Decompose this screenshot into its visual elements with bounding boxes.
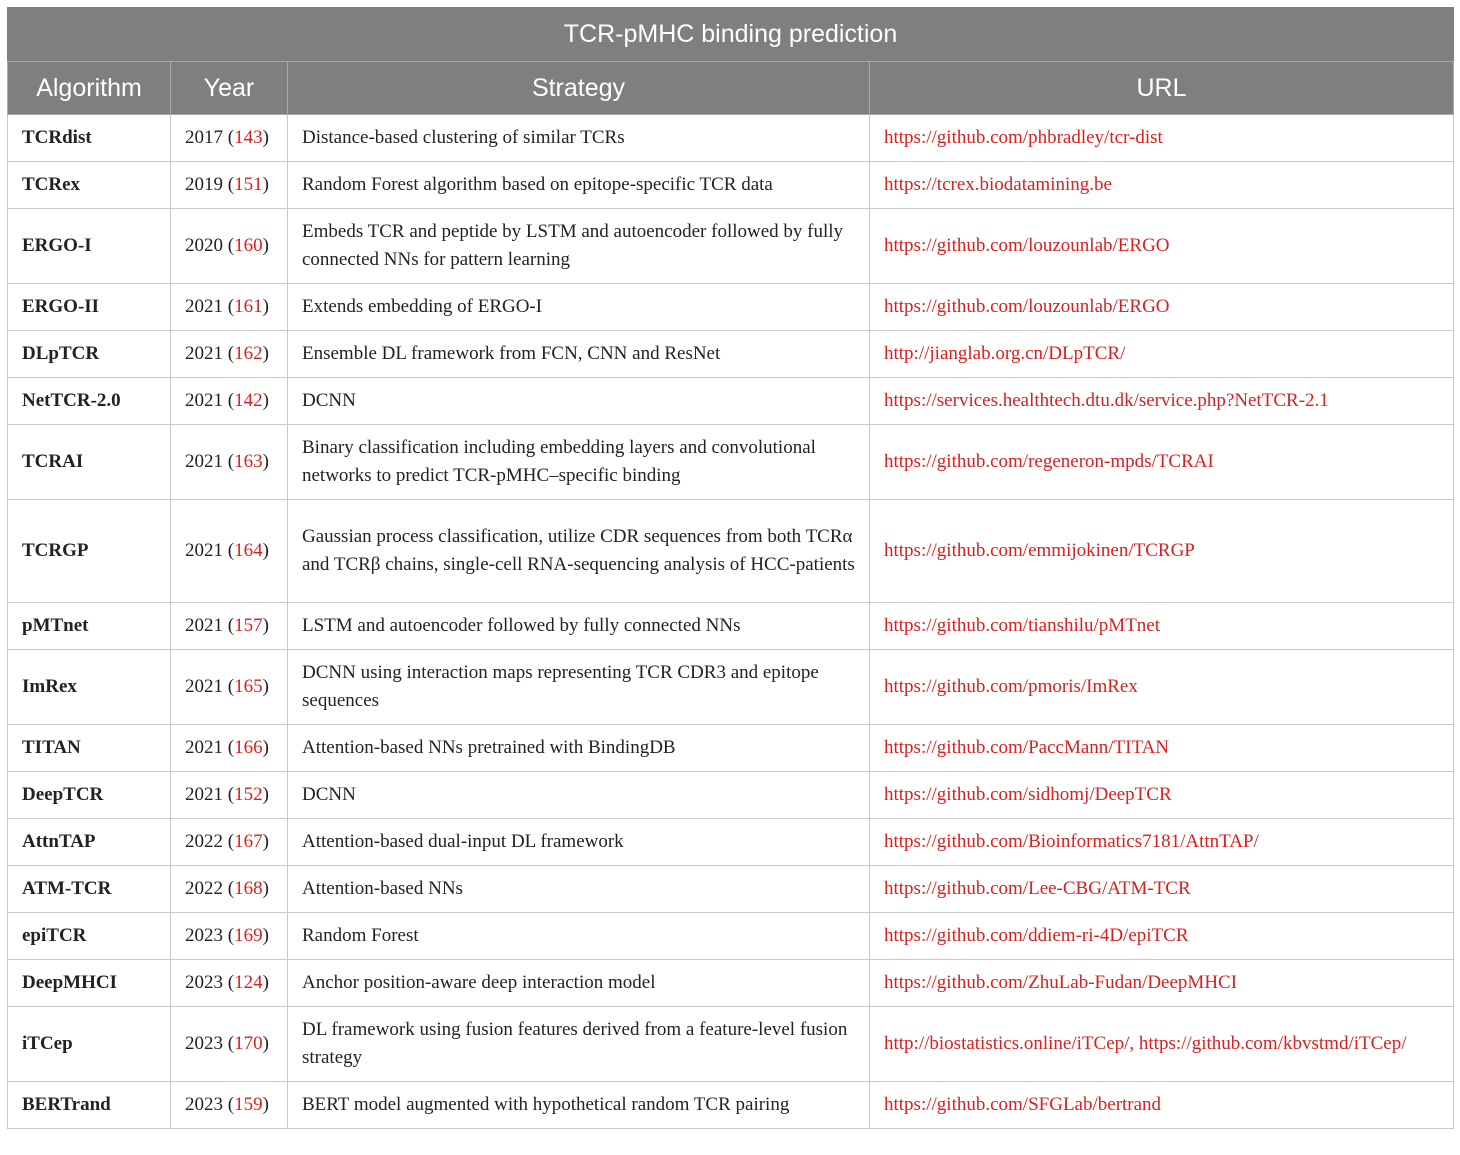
reference-link[interactable]: 152 [234, 784, 263, 805]
algorithm-cell: ATM-TCR [8, 866, 171, 913]
year-cell: 2021 (142) [171, 378, 288, 425]
table-row [8, 331, 1454, 378]
strategy-cell: Random Forest algorithm based on epitope-specific TCR data [288, 162, 870, 209]
table-row [8, 913, 1454, 960]
algorithm-cell: ImRex [8, 650, 171, 725]
url-cell [870, 650, 1454, 725]
strategy-cell: Extends embedding of ERGO-I [288, 284, 870, 331]
reference-link[interactable]: 167 [234, 831, 263, 852]
reference-link[interactable]: 159 [234, 1094, 263, 1115]
year-cell: 2023 (169) [171, 913, 288, 960]
reference-link[interactable]: 151 [234, 174, 263, 195]
year-value: 2021 [185, 296, 223, 317]
url-link[interactable]: https://github.com/PaccMann/TITAN [884, 737, 1170, 758]
url-cell [870, 331, 1454, 378]
reference-link[interactable]: 157 [234, 615, 263, 636]
url-cell [870, 1007, 1454, 1082]
reference-link[interactable]: 169 [234, 925, 263, 946]
reference-link[interactable]: 165 [234, 676, 263, 697]
year-cell: 2021 (163) [171, 425, 288, 500]
year-value: 2023 [185, 1033, 223, 1054]
url-cell [870, 162, 1454, 209]
url-link[interactable]: https://github.com/Lee-CBG/ATM-TCR [884, 878, 1191, 899]
url-cell [870, 500, 1454, 603]
algorithm-cell: TCRGP [8, 500, 171, 603]
algorithm-cell: TITAN [8, 725, 171, 772]
url-cell [870, 913, 1454, 960]
url-link[interactable]: https://github.com/tianshilu/pMTnet [884, 615, 1161, 636]
url-cell [870, 209, 1454, 284]
column-header-strategy: Strategy [288, 62, 870, 115]
year-value: 2022 [185, 831, 223, 852]
reference-link[interactable]: 161 [234, 296, 263, 317]
year-value: 2021 [185, 540, 223, 561]
url-link[interactable]: http://biostatistics.online/iTCep/, https://github.com/kbvstmd/iTCep/ [884, 1033, 1407, 1054]
url-link[interactable]: https://github.com/pmoris/ImRex [884, 676, 1138, 697]
year-cell: 2021 (165) [171, 650, 288, 725]
url-link[interactable]: https://github.com/phbradley/tcr-dist [884, 127, 1163, 148]
year-cell: 2021 (162) [171, 331, 288, 378]
url-cell [870, 425, 1454, 500]
table-row [8, 819, 1454, 866]
url-link[interactable]: https://services.healthtech.dtu.dk/service.php?NetTCR-2.1 [884, 390, 1329, 411]
column-header-url: URL [870, 62, 1454, 115]
url-link[interactable]: https://github.com/louzounlab/ERGO [884, 235, 1170, 256]
url-cell [870, 725, 1454, 772]
year-cell: 2021 (157) [171, 603, 288, 650]
table-row [8, 425, 1454, 500]
table-row [8, 960, 1454, 1007]
tcr-pmhc-table [7, 7, 1454, 1129]
strategy-cell: LSTM and autoencoder followed by fully connected NNs [288, 603, 870, 650]
url-cell [870, 772, 1454, 819]
year-value: 2022 [185, 878, 223, 899]
strategy-cell: DCNN using interaction maps representing TCR CDR3 and epitope sequences [288, 650, 870, 725]
year-value: 2023 [185, 925, 223, 946]
strategy-cell: BERT model augmented with hypothetical random TCR pairing [288, 1082, 870, 1129]
reference-link[interactable]: 164 [234, 540, 263, 561]
strategy-cell: Attention-based NNs [288, 866, 870, 913]
algorithm-cell: DLpTCR [8, 331, 171, 378]
table-row [8, 115, 1454, 162]
year-value: 2021 [185, 615, 223, 636]
reference-link[interactable]: 168 [234, 878, 263, 899]
url-link[interactable]: https://tcrex.biodatamining.be [884, 174, 1112, 195]
url-link[interactable]: https://github.com/emmijokinen/TCRGP [884, 540, 1195, 561]
algorithm-cell: epiTCR [8, 913, 171, 960]
year-value: 2021 [185, 390, 223, 411]
year-value: 2021 [185, 784, 223, 805]
reference-link[interactable]: 143 [234, 127, 263, 148]
year-value: 2021 [185, 343, 223, 364]
year-cell: 2023 (159) [171, 1082, 288, 1129]
table-row [8, 725, 1454, 772]
table-title-row [8, 8, 1454, 62]
year-cell: 2021 (164) [171, 500, 288, 603]
table-row [8, 603, 1454, 650]
table-row [8, 162, 1454, 209]
url-cell [870, 819, 1454, 866]
strategy-cell: Gaussian process classification, utilize CDR sequences from both TCRα and TCRβ chains, single-cell RNA-sequencing analysis of HCC-patients [288, 500, 870, 603]
table-row [8, 209, 1454, 284]
reference-link[interactable]: 142 [234, 390, 263, 411]
strategy-cell: Random Forest [288, 913, 870, 960]
algorithm-cell: NetTCR-2.0 [8, 378, 171, 425]
year-cell: 2023 (124) [171, 960, 288, 1007]
reference-link[interactable]: 163 [234, 451, 263, 472]
reference-link[interactable]: 160 [234, 235, 263, 256]
table-title: TCR-pMHC binding prediction [8, 8, 1454, 62]
url-cell [870, 115, 1454, 162]
strategy-cell: Attention-based dual-input DL framework [288, 819, 870, 866]
year-cell: 2022 (168) [171, 866, 288, 913]
strategy-cell: Embeds TCR and peptide by LSTM and autoencoder followed by fully connected NNs for pattern learning [288, 209, 870, 284]
year-cell: 2021 (161) [171, 284, 288, 331]
url-cell [870, 378, 1454, 425]
table-header-row [8, 62, 1454, 115]
year-cell: 2022 (167) [171, 819, 288, 866]
year-cell: 2021 (152) [171, 772, 288, 819]
strategy-cell: Anchor position-aware deep interaction model [288, 960, 870, 1007]
algorithm-cell: iTCep [8, 1007, 171, 1082]
strategy-cell: DCNN [288, 378, 870, 425]
year-value: 2019 [185, 174, 223, 195]
url-link[interactable]: https://github.com/SFGLab/bertrand [884, 1094, 1162, 1115]
year-value: 2023 [185, 1094, 223, 1115]
year-cell: 2019 (151) [171, 162, 288, 209]
year-cell: 2021 (166) [171, 725, 288, 772]
year-cell: 2017 (143) [171, 115, 288, 162]
strategy-cell: Attention-based NNs pretrained with BindingDB [288, 725, 870, 772]
url-link[interactable]: https://github.com/ZhuLab-Fudan/DeepMHCI [884, 972, 1238, 993]
reference-link[interactable]: 170 [234, 1033, 263, 1054]
table-row [8, 866, 1454, 913]
table-row [8, 772, 1454, 819]
url-link[interactable]: https://github.com/louzounlab/ERGO [884, 296, 1170, 317]
reference-link[interactable]: 162 [234, 343, 263, 364]
url-link[interactable]: https://github.com/Bioinformatics7181/AttnTAP/ [884, 831, 1259, 852]
url-link[interactable]: https://github.com/regeneron-mpds/TCRAI [884, 451, 1214, 472]
year-cell: 2020 (160) [171, 209, 288, 284]
url-link[interactable]: http://jianglab.org.cn/DLpTCR/ [884, 343, 1126, 364]
table-row [8, 1007, 1454, 1082]
algorithm-cell: AttnTAP [8, 819, 171, 866]
table-row [8, 650, 1454, 725]
reference-link[interactable]: 124 [234, 972, 263, 993]
year-value: 2021 [185, 737, 223, 758]
table-row [8, 284, 1454, 331]
reference-link[interactable]: 166 [234, 737, 263, 758]
url-cell [870, 960, 1454, 1007]
year-value: 2021 [185, 676, 223, 697]
year-value: 2021 [185, 451, 223, 472]
algorithm-cell: BERTrand [8, 1082, 171, 1129]
url-cell [870, 284, 1454, 331]
year-cell: 2023 (170) [171, 1007, 288, 1082]
table-row [8, 378, 1454, 425]
strategy-cell: Binary classification including embedding layers and convolutional networks to predict TCR-pMHC–specific binding [288, 425, 870, 500]
url-cell [870, 866, 1454, 913]
column-header-year: Year [171, 62, 288, 115]
table-row [8, 500, 1454, 603]
algorithm-cell: TCRdist [8, 115, 171, 162]
url-cell [870, 1082, 1454, 1129]
year-value: 2023 [185, 972, 223, 993]
column-header-algorithm: Algorithm [8, 62, 171, 115]
algorithm-cell: TCRAI [8, 425, 171, 500]
strategy-cell: DL framework using fusion features derived from a feature-level fusion strategy [288, 1007, 870, 1082]
table-row [8, 1082, 1454, 1129]
strategy-cell: DCNN [288, 772, 870, 819]
year-value: 2020 [185, 235, 223, 256]
url-link[interactable]: https://github.com/sidhomj/DeepTCR [884, 784, 1172, 805]
strategy-cell: Ensemble DL framework from FCN, CNN and ResNet [288, 331, 870, 378]
algorithm-cell: ERGO-II [8, 284, 171, 331]
algorithm-cell: DeepMHCI [8, 960, 171, 1007]
url-link[interactable]: https://github.com/ddiem-ri-4D/epiTCR [884, 925, 1189, 946]
algorithm-cell: ERGO-I [8, 209, 171, 284]
algorithm-cell: pMTnet [8, 603, 171, 650]
strategy-cell: Distance-based clustering of similar TCRs [288, 115, 870, 162]
algorithm-cell: TCRex [8, 162, 171, 209]
year-value: 2017 [185, 127, 223, 148]
algorithm-cell: DeepTCR [8, 772, 171, 819]
url-cell [870, 603, 1454, 650]
